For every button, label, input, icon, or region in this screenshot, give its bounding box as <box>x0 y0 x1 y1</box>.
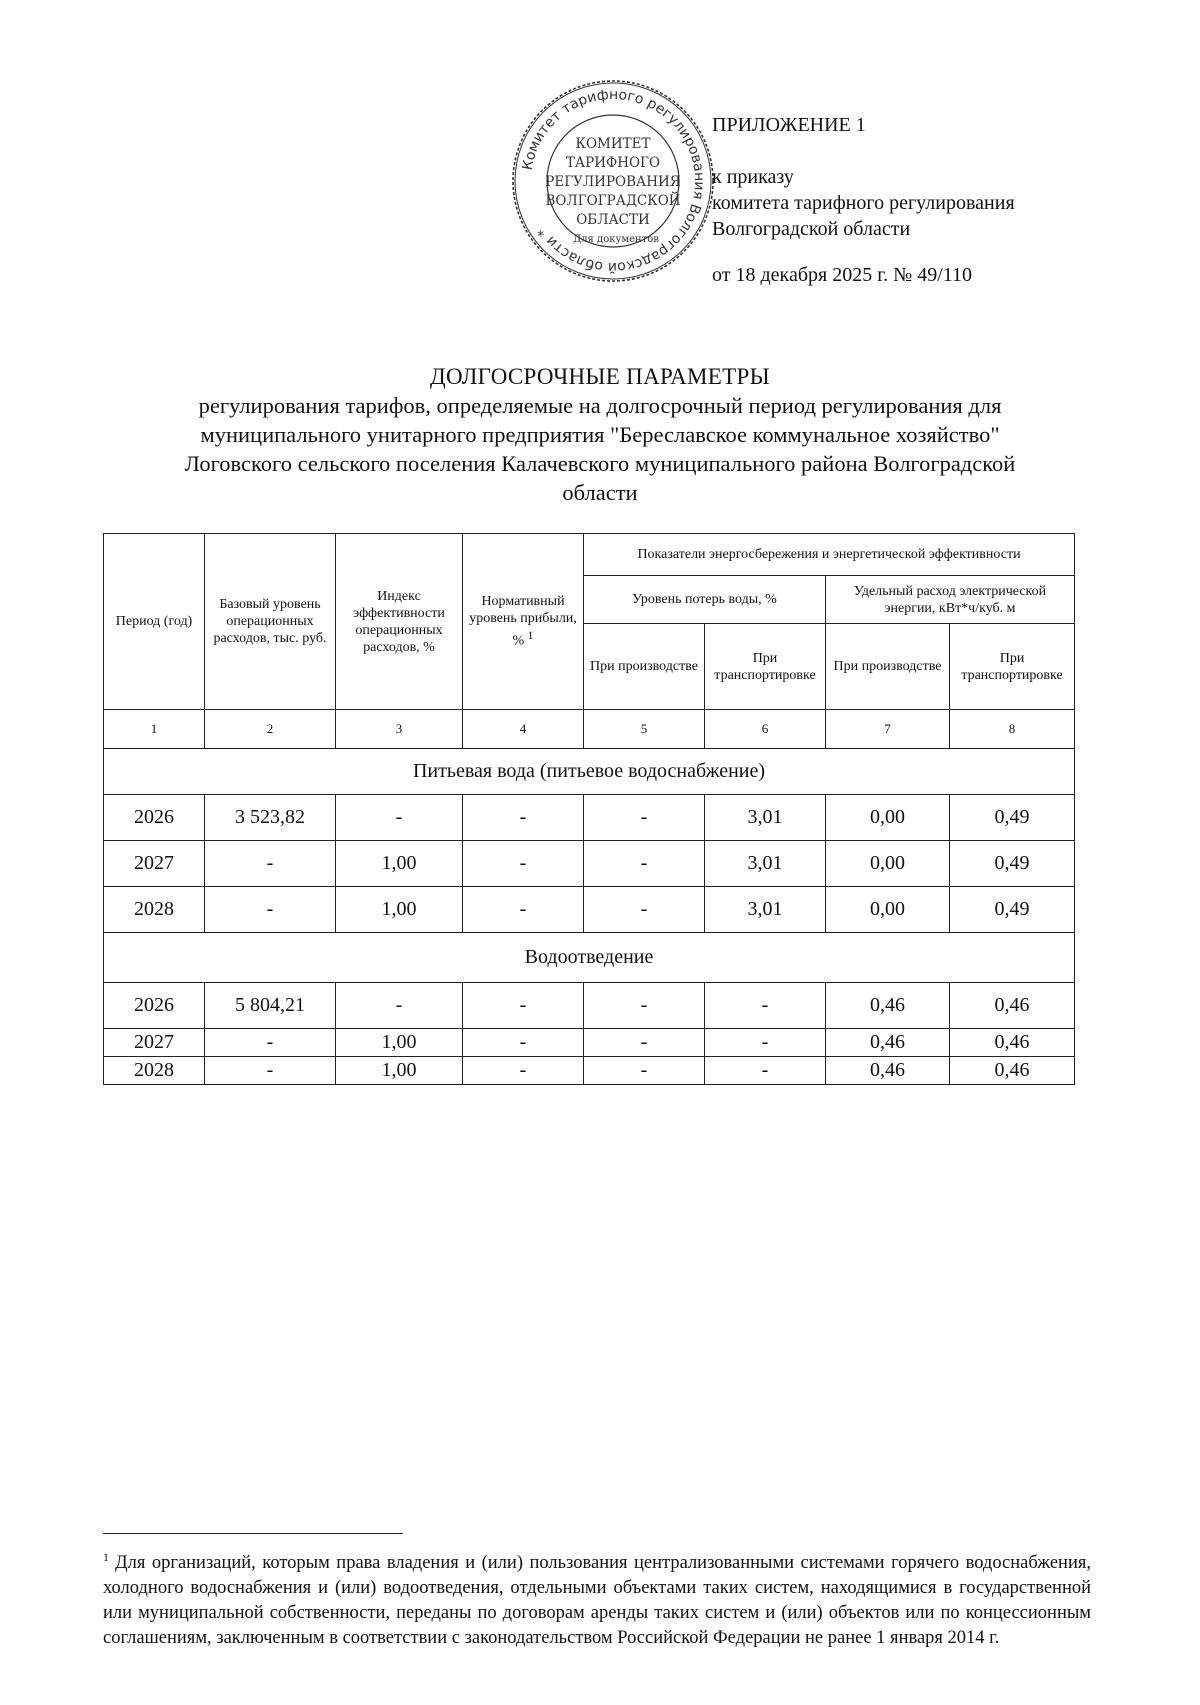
cell-electric-transport: 0,46 <box>950 1057 1075 1085</box>
col-number: 4 <box>463 710 584 749</box>
footnote-mark: 1 <box>103 1550 109 1564</box>
cell-electric-production: 0,46 <box>826 1029 950 1057</box>
footnote-divider <box>103 1533 403 1534</box>
cell-electric-transport: 0,49 <box>950 887 1075 933</box>
appendix-line-1: к приказу <box>712 166 794 188</box>
cell-electric-production: 0,00 <box>826 795 950 841</box>
header-base-costs: Базовый уровень операционных расходов, тыс. руб. <box>205 534 336 710</box>
table-row <box>104 887 1075 933</box>
footnote-text: Для организаций, которым права владения и (или) пользования централизованными системами горячего водоснабжения, холодного водоснабжения и (или) водоотведения, отдельными объектами таких систем, находящимися в государственной или муниципальной собственности, переданы по договорам аренды таких систем и (или) объектов или по концессионным соглашениям, заключенным в соответствии с законодательством Российской Федерации не ранее 1 января 2014 г. <box>103 1553 1091 1649</box>
appendix-line-3: Волгоградской области <box>712 218 911 240</box>
cell-base: - <box>205 1029 336 1057</box>
table-row <box>104 1057 1075 1085</box>
cell-electric-production: 0,00 <box>826 841 950 887</box>
cell-index: 1,00 <box>336 1029 463 1057</box>
header-production-2: При производстве <box>826 624 950 710</box>
header-efficiency-index: Индекс эффективности операционных расходов, % <box>336 534 463 710</box>
cell-base: - <box>205 1057 336 1085</box>
cell-loss-production: - <box>584 795 705 841</box>
appendix-date: от 18 декабря 2025 г. № 49/110 <box>712 264 973 286</box>
header-transport-1: При транспортировке <box>705 624 826 710</box>
appendix-title: ПРИЛОЖЕНИЕ 1 <box>712 114 866 136</box>
official-stamp <box>508 76 718 286</box>
appendix-header <box>712 112 1015 288</box>
header-profit-footnote-mark: 1 <box>527 629 534 643</box>
cell-profit: - <box>463 887 584 933</box>
stamp-seal-icon <box>508 76 718 286</box>
cell-loss-transport: 3,01 <box>705 887 826 933</box>
cell-loss-transport: - <box>705 983 826 1029</box>
header-transport-2: При транспортировке <box>950 624 1075 710</box>
header-water-losses: Уровень потерь воды, % <box>584 576 826 624</box>
col-number: 5 <box>584 710 705 749</box>
cell-electric-transport: 0,46 <box>950 1029 1075 1057</box>
section-title-wastewater: Водоотведение <box>104 933 1075 983</box>
col-number: 8 <box>950 710 1075 749</box>
stamp-line-1: КОМИТЕТ <box>575 136 651 152</box>
cell-period: 2026 <box>104 795 205 841</box>
col-number: 2 <box>205 710 336 749</box>
cell-profit: - <box>463 983 584 1029</box>
cell-profit: - <box>463 795 584 841</box>
cell-base: - <box>205 887 336 933</box>
stamp-line-2: ТАРИФНОГО <box>565 155 661 171</box>
parameters-table <box>103 533 1075 1085</box>
cell-index: - <box>336 983 463 1029</box>
title-main: ДОЛГОСРОЧНЫЕ ПАРАМЕТРЫ <box>430 364 770 389</box>
title-line-2: муниципального унитарного предприятия "Береславское коммунальное хозяйство" <box>200 422 1000 447</box>
table-row <box>104 1029 1075 1057</box>
header-energy-group: Показатели энергосбережения и энергетической эффективности <box>584 534 1075 576</box>
header-profit-level <box>463 534 584 710</box>
cell-index: 1,00 <box>336 1057 463 1085</box>
cell-loss-production: - <box>584 887 705 933</box>
cell-loss-production: - <box>584 1029 705 1057</box>
cell-index: - <box>336 795 463 841</box>
title-line-4: области <box>562 480 638 505</box>
cell-period: 2026 <box>104 983 205 1029</box>
cell-electric-production: 0,46 <box>826 1057 950 1085</box>
cell-base: - <box>205 841 336 887</box>
header-production-1: При производстве <box>584 624 705 710</box>
stamp-ring-text: Комитет тарифного регулирования Волгоградской области * <box>519 86 708 276</box>
table-row <box>104 983 1075 1029</box>
table-row <box>104 795 1075 841</box>
section-title-drinking-water: Питьевая вода (питьевое водоснабжение) <box>104 749 1075 795</box>
cell-base: 3 523,82 <box>205 795 336 841</box>
cell-period: 2027 <box>104 841 205 887</box>
cell-electric-production: 0,46 <box>826 983 950 1029</box>
stamp-line-4: ВОЛГОГРАДСКОЙ <box>545 193 681 209</box>
cell-loss-production: - <box>584 1057 705 1085</box>
header-profit-text: Нормативный уровень прибыли, % <box>469 594 577 649</box>
header-electric-consumption: Удельный расход электрической энергии, кВт*ч/куб. м <box>826 576 1075 624</box>
document-title <box>100 362 1100 507</box>
cell-profit: - <box>463 841 584 887</box>
cell-period: 2028 <box>104 887 205 933</box>
footnote <box>103 1545 1091 1651</box>
table-row <box>104 841 1075 887</box>
header-period: Период (год) <box>104 534 205 710</box>
cell-loss-transport: 3,01 <box>705 795 826 841</box>
title-line-3: Логовского сельского поселения Калачевского муниципального района Волгоградской <box>184 451 1016 476</box>
cell-electric-transport: 0,49 <box>950 795 1075 841</box>
cell-loss-transport: 3,01 <box>705 841 826 887</box>
stamp-bottom-text: Для документов <box>573 234 659 245</box>
cell-index: 1,00 <box>336 887 463 933</box>
title-line-1: регулирования тарифов, определяемые на долгосрочный период регулирования для <box>198 393 1002 418</box>
cell-loss-transport: - <box>705 1029 826 1057</box>
cell-electric-transport: 0,46 <box>950 983 1075 1029</box>
cell-profit: - <box>463 1057 584 1085</box>
col-number: 1 <box>104 710 205 749</box>
appendix-line-2: комитета тарифного регулирования <box>712 192 1015 214</box>
cell-period: 2027 <box>104 1029 205 1057</box>
stamp-line-3: РЕГУЛИРОВАНИЯ <box>545 174 681 190</box>
col-number: 6 <box>705 710 826 749</box>
stamp-line-5: ОБЛАСТИ <box>576 212 650 228</box>
cell-loss-transport: - <box>705 1057 826 1085</box>
cell-electric-production: 0,00 <box>826 887 950 933</box>
cell-profit: - <box>463 1029 584 1057</box>
cell-loss-production: - <box>584 983 705 1029</box>
cell-base: 5 804,21 <box>205 983 336 1029</box>
col-number: 3 <box>336 710 463 749</box>
col-number: 7 <box>826 710 950 749</box>
cell-index: 1,00 <box>336 841 463 887</box>
cell-period: 2028 <box>104 1057 205 1085</box>
cell-loss-production: - <box>584 841 705 887</box>
cell-electric-transport: 0,49 <box>950 841 1075 887</box>
